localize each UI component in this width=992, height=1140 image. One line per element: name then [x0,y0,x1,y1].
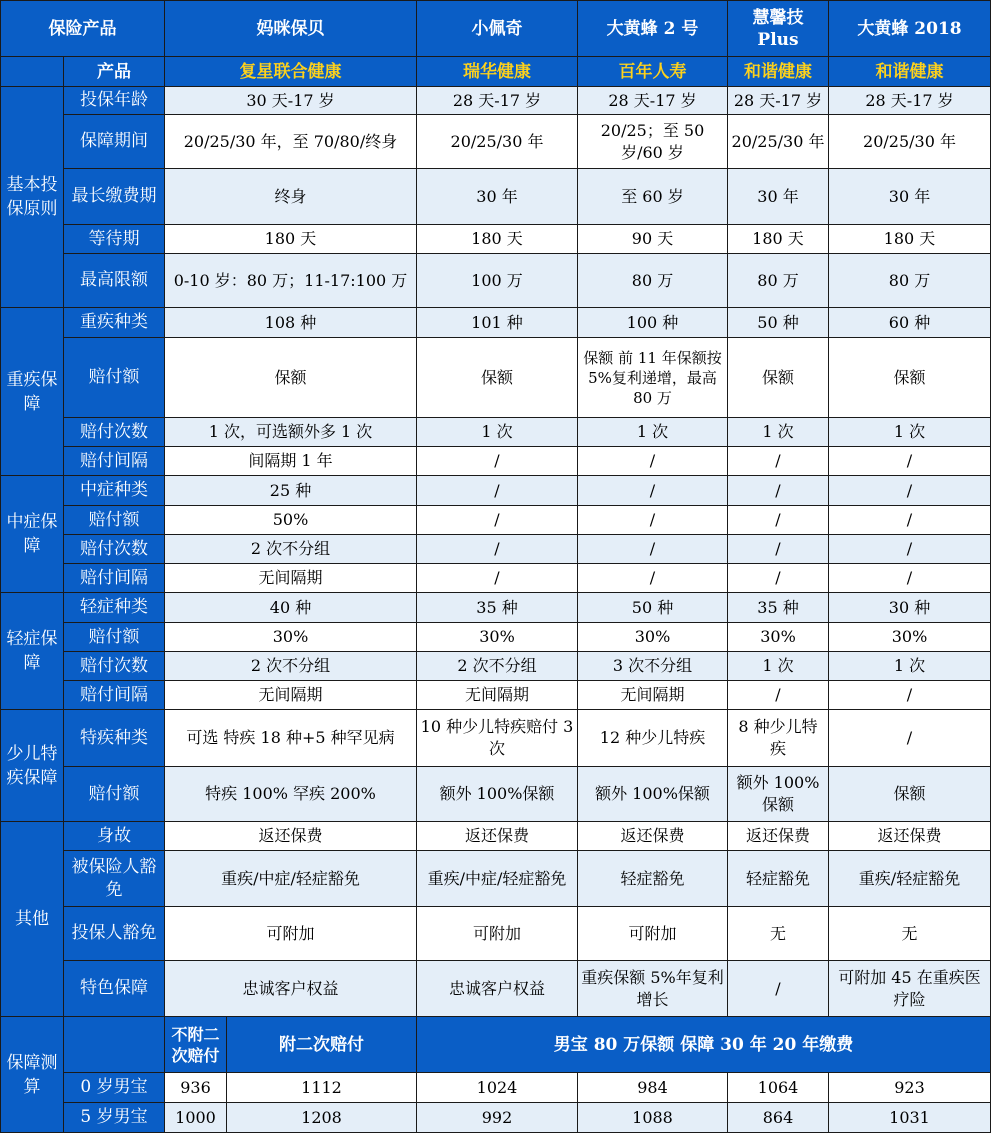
section-label: 轻症保障 [1,593,64,710]
value-cell: 返还保费 [728,822,829,851]
product-name: 慧馨技 Plus [728,1,829,57]
data-row [1,418,991,447]
calc-col-no-second: 不附二次赔付 [165,1017,227,1073]
data-row [1,652,991,681]
value-cell: / [829,506,991,535]
company-name: 和谐健康 [829,57,991,87]
value-cell: 2 次不分组 [417,652,578,681]
value-cell: / [578,535,728,564]
data-row [1,447,991,476]
value-cell: / [578,564,728,593]
calc-value: 1000 [165,1103,227,1133]
value-cell: 保额 [165,338,417,418]
value-cell: 可附加 [417,907,578,961]
product-name: 大黄蜂 2 号 [578,1,728,57]
value-cell: 60 种 [829,308,991,338]
calc-value: 984 [578,1073,728,1103]
value-cell: 80 万 [728,254,829,308]
data-row [1,338,991,418]
company-row [1,57,991,87]
calc-note: 男宝 80 万保额 保障 30 年 20 年缴费 [417,1017,991,1073]
data-row [1,961,991,1017]
data-row [1,169,991,225]
value-cell: 忠诚客户权益 [165,961,417,1017]
data-row [1,681,991,710]
value-cell: 保额 [829,767,991,822]
empty-cell [64,1017,165,1073]
value-cell: 101 种 [417,308,578,338]
value-cell: 100 万 [417,254,578,308]
value-cell: / [728,535,829,564]
data-row [1,623,991,652]
value-cell: 20/25/30 年，至 70/80/终身 [165,115,417,169]
calc-value: 1024 [417,1073,578,1103]
calc-row-label: 5 岁男宝 [64,1103,165,1133]
data-row [1,767,991,822]
calc-row-label: 0 岁男宝 [64,1073,165,1103]
value-cell: 返还保费 [417,822,578,851]
value-cell: 20/25/30 年 [728,115,829,169]
value-cell: 1 次 [728,652,829,681]
value-cell: 保额 [417,338,578,418]
section-label: 重疾保障 [1,308,64,476]
value-cell: 100 种 [578,308,728,338]
value-cell: 轻症豁免 [728,851,829,907]
value-cell: 30% [578,623,728,652]
section-label: 保障测算 [1,1017,64,1133]
value-cell: 8 种少儿特疾 [728,710,829,767]
data-row [1,851,991,907]
value-cell: 1 次 [728,418,829,447]
calc-value: 1031 [829,1103,991,1133]
value-cell: / [728,961,829,1017]
value-cell: 1 次，可选额外多 1 次 [165,418,417,447]
company-name: 和谐健康 [728,57,829,87]
value-cell: 80 万 [578,254,728,308]
value-cell: 重疾/中症/轻症豁免 [165,851,417,907]
row-label: 特色保障 [64,961,165,1017]
calc-value: 992 [417,1103,578,1133]
data-row [1,476,991,506]
value-cell: 可附加 [578,907,728,961]
company-name: 瑞华健康 [417,57,578,87]
value-cell: 30 年 [417,169,578,225]
value-cell: 重疾/轻症豁免 [829,851,991,907]
value-cell: 重疾保额 5%年复利增长 [578,961,728,1017]
row-label: 特疾种类 [64,710,165,767]
value-cell: 30% [165,623,417,652]
value-cell: / [417,564,578,593]
value-cell: 间隔期 1 年 [165,447,417,476]
value-cell: / [417,535,578,564]
value-cell: 108 种 [165,308,417,338]
value-cell: 28 天-17 岁 [728,87,829,115]
product-name: 小佩奇 [417,1,578,57]
value-cell: 轻症豁免 [578,851,728,907]
data-row [1,907,991,961]
company-label: 产品 [64,57,165,87]
calc-row [1,1103,991,1133]
row-label: 投保年龄 [64,87,165,115]
row-label: 被保险人豁免 [64,851,165,907]
row-label: 赔付额 [64,623,165,652]
value-cell: 1 次 [417,418,578,447]
data-row [1,115,991,169]
value-cell: / [728,564,829,593]
value-cell: 50 种 [728,308,829,338]
calc-value: 1064 [728,1073,829,1103]
section-label: 其他 [1,822,64,1017]
value-cell: 30 年 [829,169,991,225]
value-cell: 50% [165,506,417,535]
data-row [1,535,991,564]
value-cell: 3 次不分组 [578,652,728,681]
value-cell: 至 60 岁 [578,169,728,225]
row-label: 身故 [64,822,165,851]
calc-value: 1112 [227,1073,417,1103]
data-row [1,822,991,851]
value-cell: 25 种 [165,476,417,506]
value-cell: 终身 [165,169,417,225]
value-cell: 重疾/中症/轻症豁免 [417,851,578,907]
calc-header-row [1,1017,991,1073]
value-cell: 28 天-17 岁 [578,87,728,115]
value-cell: 20/25/30 年 [417,115,578,169]
value-cell: 忠诚客户权益 [417,961,578,1017]
value-cell: / [728,447,829,476]
data-row [1,225,991,254]
data-row [1,506,991,535]
value-cell: 无 [728,907,829,961]
value-cell: 额外 100%保额 [417,767,578,822]
value-cell: 30% [728,623,829,652]
data-row [1,593,991,623]
value-cell: 90 天 [578,225,728,254]
header-row [1,1,991,57]
value-cell: 20/25；至 50 岁/60 岁 [578,115,728,169]
value-cell: 保额 [728,338,829,418]
data-row [1,564,991,593]
value-cell: 30 天-17 岁 [165,87,417,115]
value-cell: / [728,681,829,710]
value-cell: 返还保费 [165,822,417,851]
calc-value: 864 [728,1103,829,1133]
value-cell: 180 天 [728,225,829,254]
calc-row [1,1073,991,1103]
row-label: 投保人豁免 [64,907,165,961]
value-cell: 无间隔期 [417,681,578,710]
value-cell: 40 种 [165,593,417,623]
calc-value: 923 [829,1073,991,1103]
row-label: 赔付次数 [64,535,165,564]
value-cell: 180 天 [829,225,991,254]
value-cell: / [829,564,991,593]
value-cell: 30% [829,623,991,652]
row-label: 等待期 [64,225,165,254]
product-name: 妈咪保贝 [165,1,417,57]
calc-value: 936 [165,1073,227,1103]
value-cell: / [728,476,829,506]
value-cell: 30 年 [728,169,829,225]
section-label: 少儿特疾保障 [1,710,64,822]
header-title: 保险产品 [1,1,165,57]
empty-cell [1,57,64,87]
value-cell: 2 次不分组 [165,652,417,681]
data-row [1,254,991,308]
table-body [1,1,991,1133]
value-cell: 0-10 岁：80 万；11-17:100 万 [165,254,417,308]
row-label: 中症种类 [64,476,165,506]
value-cell: 无间隔期 [165,564,417,593]
data-row [1,308,991,338]
value-cell: 特疾 100% 罕疾 200% [165,767,417,822]
value-cell: 80 万 [829,254,991,308]
value-cell: 额外 100%保额 [578,767,728,822]
value-cell: / [829,447,991,476]
calc-value: 1088 [578,1103,728,1133]
row-label: 赔付间隔 [64,564,165,593]
company-name: 复星联合健康 [165,57,417,87]
value-cell: 1 次 [829,418,991,447]
value-cell: 30 种 [829,593,991,623]
row-label: 最高限额 [64,254,165,308]
row-label: 赔付额 [64,506,165,535]
value-cell: 返还保费 [578,822,728,851]
value-cell: / [829,710,991,767]
value-cell: / [578,447,728,476]
section-label: 基本投保原则 [1,87,64,308]
value-cell: / [417,506,578,535]
value-cell: 180 天 [417,225,578,254]
value-cell: 35 种 [728,593,829,623]
value-cell: 28 天-17 岁 [829,87,991,115]
value-cell: / [578,476,728,506]
section-label: 中症保障 [1,476,64,593]
value-cell: / [417,447,578,476]
value-cell: 50 种 [578,593,728,623]
value-cell: 无 [829,907,991,961]
value-cell: 可选 特疾 18 种+5 种罕见病 [165,710,417,767]
row-label: 赔付次数 [64,418,165,447]
row-label: 赔付额 [64,338,165,418]
value-cell: / [578,506,728,535]
value-cell: 无间隔期 [578,681,728,710]
value-cell: 35 种 [417,593,578,623]
value-cell: 无间隔期 [165,681,417,710]
row-label: 最长缴费期 [64,169,165,225]
value-cell: / [829,476,991,506]
company-name: 百年人寿 [578,57,728,87]
value-cell: 1 次 [578,418,728,447]
value-cell: 10 种少儿特疾赔付 3 次 [417,710,578,767]
value-cell: 30% [417,623,578,652]
data-row [1,87,991,115]
product-name: 大黄蜂 2018 [829,1,991,57]
row-label: 保障期间 [64,115,165,169]
value-cell: 保额 [829,338,991,418]
data-row [1,710,991,767]
value-cell: 返还保费 [829,822,991,851]
row-label: 重疾种类 [64,308,165,338]
value-cell: 2 次不分组 [165,535,417,564]
value-cell: / [728,506,829,535]
row-label: 赔付次数 [64,652,165,681]
value-cell: 20/25/30 年 [829,115,991,169]
calc-col-second: 附二次赔付 [227,1017,417,1073]
value-cell: / [417,476,578,506]
value-cell: 1 次 [829,652,991,681]
value-cell: 可附加 [165,907,417,961]
value-cell: / [829,535,991,564]
value-cell: 28 天-17 岁 [417,87,578,115]
calc-value: 1208 [227,1103,417,1133]
value-cell: 额外 100%保额 [728,767,829,822]
row-label: 赔付间隔 [64,681,165,710]
row-label: 赔付间隔 [64,447,165,476]
value-cell: 保额 前 11 年保额按 5%复利递增，最高 80 万 [578,338,728,418]
value-cell: 180 天 [165,225,417,254]
value-cell: / [829,681,991,710]
value-cell: 12 种少儿特疾 [578,710,728,767]
row-label: 赔付额 [64,767,165,822]
value-cell: 可附加 45 在重疾医疗险 [829,961,991,1017]
row-label: 轻症种类 [64,593,165,623]
